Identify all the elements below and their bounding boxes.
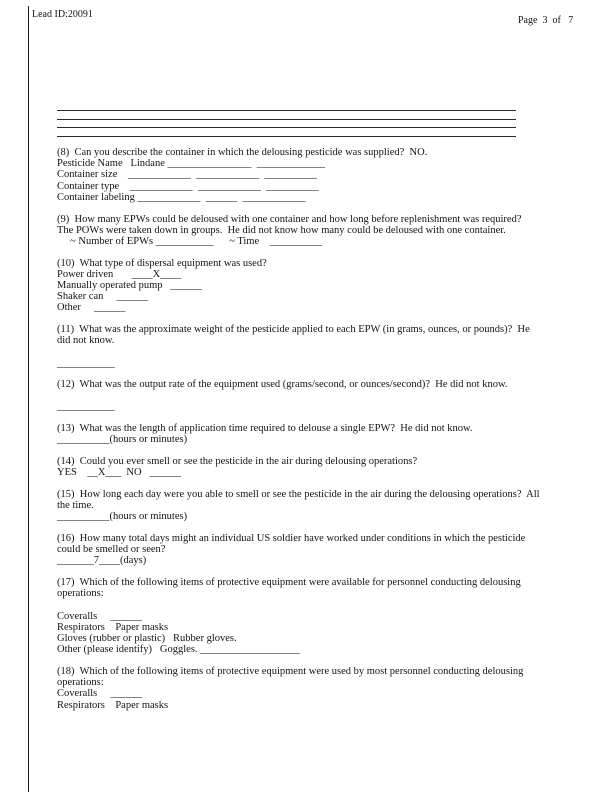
q8-container-type-line: Container type ____________ ____________ __________ [57, 180, 319, 192]
question-18-text: (18) Which of the following items of protective equipment were used by most personnel conducting delousing [57, 665, 524, 677]
question-12-text: (12) What was the output rate of the equipment used (grams/second, or ounces/second)? He did not know. [57, 379, 508, 391]
question-17-text: (17) Which of the following items of protective equipment were available for personnel conducting delousing [57, 577, 521, 589]
lead-id: Lead ID:20091 [32, 9, 93, 20]
question-16-block [57, 533, 587, 567]
ruled-line [57, 119, 516, 120]
q17-gloves-line: Gloves (rubber or plastic) Rubber gloves. [57, 633, 237, 644]
q18-respirators-line: Respirators Paper masks [57, 699, 169, 711]
q8-pesticide-name-line: Pesticide Name Lindane ________________ _____________ [57, 158, 326, 170]
q11-answer-blank: ___________ [57, 357, 115, 369]
q16-answer-line: _______7____(days) [57, 555, 147, 567]
ruled-line [57, 127, 516, 128]
question-16-text: (16) How many total days might an individual US soldier have worked under conditions in which the pesticide [57, 533, 526, 545]
question-8-block [57, 147, 587, 203]
question-17-text-continued: operations: [57, 588, 104, 600]
spacer [57, 347, 587, 358]
question-15-block [57, 489, 587, 523]
question-12-block [57, 379, 587, 412]
question-17-block [57, 577, 587, 655]
question-11-text-continued: did not know. [57, 335, 115, 347]
q17-other-line: Other (please identify) Goggles. ___________________ [57, 644, 300, 656]
question-16-text-continued: could be smelled or seen? [57, 544, 166, 556]
ruled-line [57, 110, 516, 111]
question-15-text-continued: the time. [57, 500, 94, 512]
q14-yes-no-line: YES __X___ NO ______ [57, 467, 181, 479]
q13-answer-line: __________(hours or minutes) [57, 434, 188, 446]
q9-answer-line: ~ Number of EPWs ___________ ~ Time __________ [57, 235, 323, 247]
q12-answer-blank: ___________ [57, 401, 115, 413]
question-11-block [57, 324, 587, 369]
q17-respirators-line: Respirators Paper masks [57, 621, 169, 633]
q10-power-driven-line: Power driven ____X____ [57, 268, 182, 280]
blank-ruled-lines [57, 110, 587, 137]
q18-coveralls-line: Coveralls ______ [57, 688, 142, 700]
document-body [57, 110, 587, 711]
ruled-line [57, 136, 516, 137]
question-14-text: (14) Could you ever smell or see the pesticide in the air during delousing operations? [57, 456, 418, 468]
spacer [57, 390, 587, 401]
question-11-text: (11) What was the approximate weight of the pesticide applied to each EPW (in grams, ounces, or pounds)? He [57, 324, 530, 336]
question-18-text-continued: operations: [57, 677, 104, 689]
question-13-text: (13) What was the length of application time required to delouse a single EPW? He did not know. [57, 423, 473, 435]
question-10-block [57, 258, 587, 314]
question-15-text: (15) How long each day were you able to smell or see the pesticide in the air during the delousing operations? All [57, 488, 540, 500]
q8-container-labeling-line: Container labeling ____________ ______ ____________ [57, 191, 306, 203]
q15-answer-line: __________(hours or minutes) [57, 511, 188, 523]
question-10-text: (10) What type of dispersal equipment was used? [57, 257, 267, 269]
question-18-block [57, 666, 587, 711]
q8-container-size-line: Container size ____________ ____________ __________ [57, 169, 317, 181]
q10-manual-pump-line: Manually operated pump ______ [57, 280, 202, 292]
question-8-text: (8) Can you describe the container in which the delousing pesticide was supplied? NO. [57, 147, 428, 158]
spacer [57, 600, 587, 611]
q10-shaker-can-line: Shaker can ______ [57, 291, 148, 303]
q10-other-line: Other ______ [57, 302, 126, 314]
page-indicator: Page 3 of 7 [518, 15, 574, 26]
question-9-text-continued: The POWs were taken down in groups. He did not know how many could be deloused with one container. [57, 224, 506, 236]
q17-coveralls-line: Coveralls ______ [57, 610, 142, 622]
left-margin-rule [28, 6, 29, 792]
question-9-block [57, 214, 587, 248]
question-13-block [57, 423, 587, 445]
question-14-block [57, 456, 587, 478]
question-9-text: (9) How many EPWs could be deloused with one container and how long before replenishment was required? [57, 213, 522, 225]
